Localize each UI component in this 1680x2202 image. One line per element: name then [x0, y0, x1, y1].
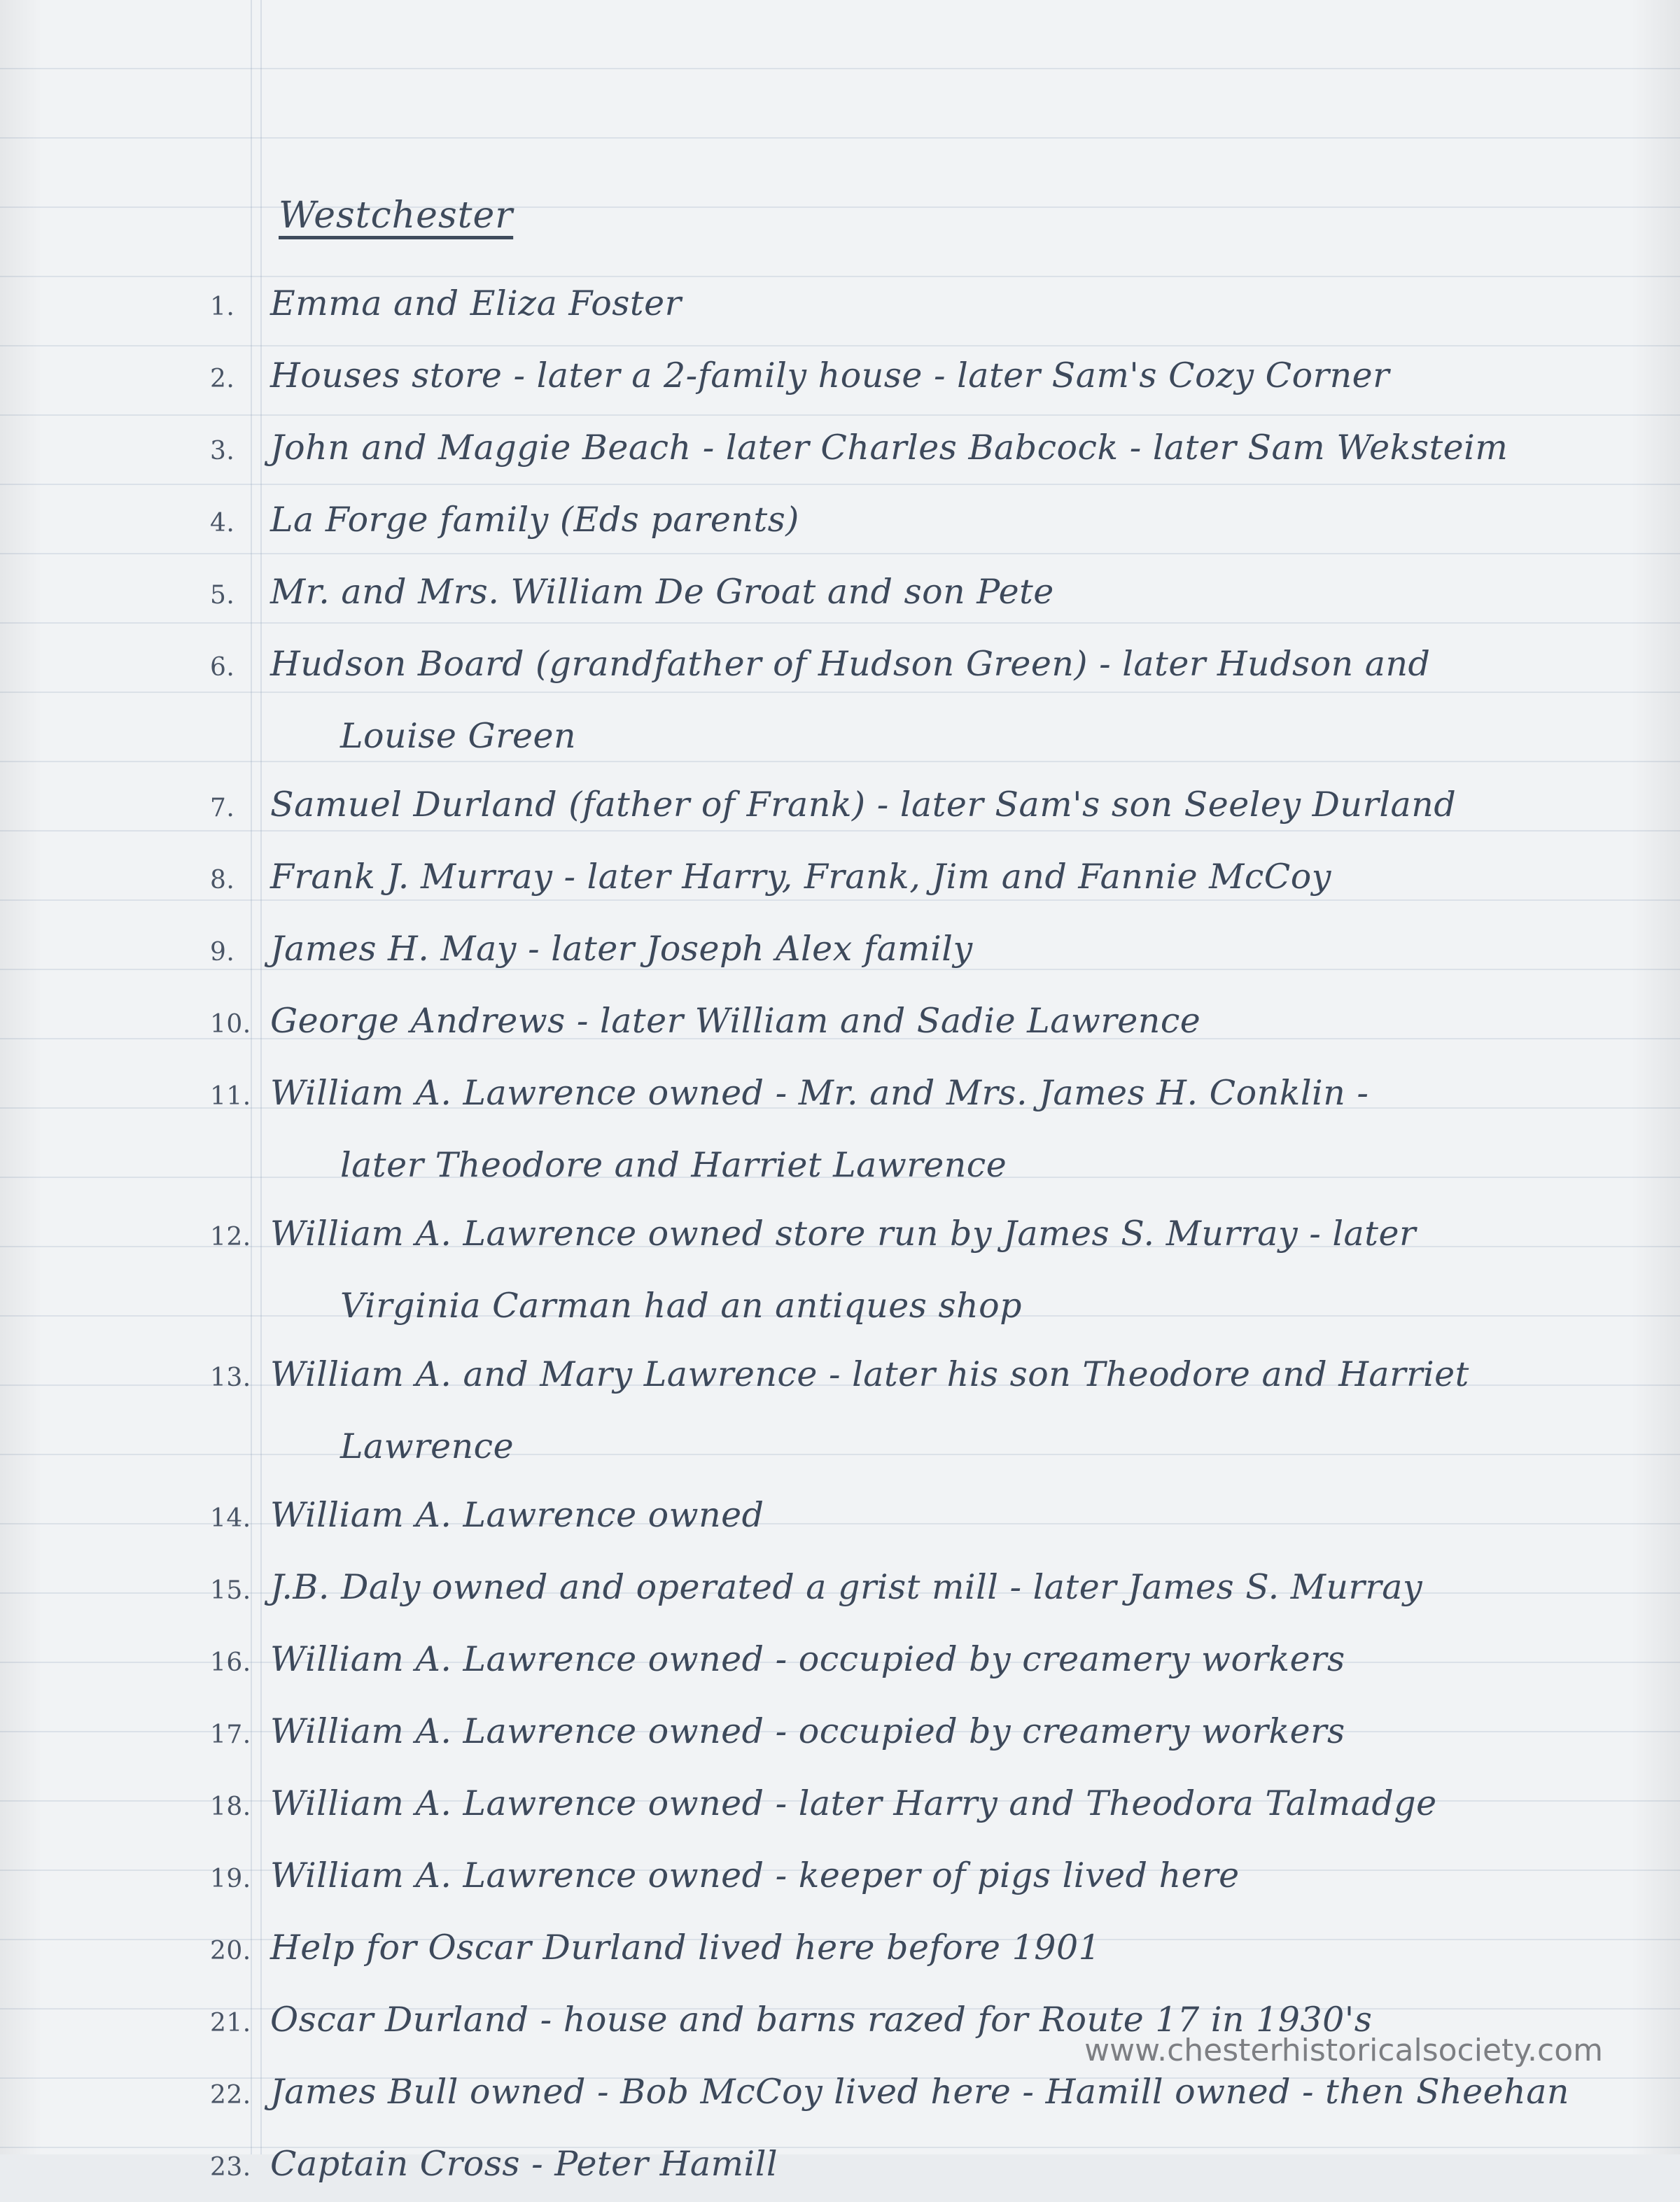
list-item: [210, 1625, 1638, 1697]
entry-number: 18.: [210, 1793, 251, 1821]
list-item: [210, 1481, 1638, 1553]
list-item: [210, 771, 1638, 843]
entry-text: Help for Oscar Durland lived here before 1901: [270, 1928, 1101, 1968]
list-item: [210, 630, 1638, 702]
list-item: [210, 1553, 1638, 1625]
entry-text: Mr. and Mrs. William De Groat and son Pete: [270, 572, 1054, 612]
entry-text: James H. May - later Joseph Alex family: [270, 929, 973, 969]
watermark-url: www.chesterhistoricalsociety.com: [1084, 2033, 1603, 2068]
entry-number: 17.: [210, 1720, 251, 1749]
entry-text: William A. Lawrence owned - Mr. and Mrs. James H. Conklin -: [270, 1073, 1369, 1113]
entry-number: 4.: [210, 509, 235, 538]
entry-number: 23.: [210, 2153, 251, 2182]
entry-number: 16.: [210, 1648, 251, 1677]
entry-text: J.B. Daly owned and operated a grist mill - later James S. Murray: [270, 1567, 1423, 1607]
list-item: [210, 987, 1638, 1059]
entry-text: Louise Green: [340, 716, 577, 756]
entry-number: 13.: [210, 1363, 251, 1392]
entry-text: Houses store - later a 2-family house - later Sam's Cozy Corner: [270, 356, 1390, 395]
entry-text: William A. Lawrence owned - occupied by creamery workers: [270, 1639, 1345, 1679]
entry-text: William A. Lawrence owned - later Harry and Theodora Talmadge: [270, 1783, 1437, 1823]
entry-number: 3.: [210, 437, 235, 465]
entry-number: 14.: [210, 1504, 251, 1533]
list-item: [210, 1340, 1638, 1412]
entry-text: Hudson Board (grandfather of Hudson Green) - later Hudson and: [270, 644, 1431, 684]
entry-number: 12.: [210, 1223, 251, 1251]
list-item: [210, 1059, 1638, 1131]
list-item: [210, 915, 1638, 987]
list-item: [210, 1842, 1638, 1914]
entry-text: William A. Lawrence owned - occupied by creamery workers: [270, 1711, 1345, 1751]
entry-text: William A. Lawrence owned: [270, 1495, 764, 1535]
entry-text: La Forge family (Eds parents): [270, 500, 799, 540]
entry-text: Lawrence: [340, 1426, 514, 1466]
list-item: [210, 558, 1638, 630]
entry-number: 7.: [210, 794, 235, 822]
entry-text: James Bull owned - Bob McCoy lived here - Hamill owned - then Sheehan: [270, 2072, 1569, 2112]
entry-number: 1.: [210, 293, 235, 321]
list-item: [210, 414, 1638, 486]
list-item-continuation: [210, 1131, 1638, 1200]
entry-number: 19.: [210, 1865, 251, 1893]
entry-number: 15.: [210, 1576, 251, 1605]
entry-number: 8.: [210, 866, 235, 895]
list-item: [210, 843, 1638, 915]
entry-number: 5.: [210, 581, 235, 610]
entry-number: 2.: [210, 365, 235, 393]
entry-text: Virginia Carman had an antiques shop: [340, 1286, 1023, 1326]
list-item-continuation: [210, 702, 1638, 771]
list-item: [210, 1769, 1638, 1842]
list-item: [210, 1697, 1638, 1769]
entry-number: 11.: [210, 1082, 251, 1111]
entry-number: 20.: [210, 1937, 251, 1965]
entry-text: William A. and Mary Lawrence - later his son Theodore and Harriet: [270, 1354, 1469, 1394]
list-item: [210, 269, 1638, 342]
list-item-continuation: [210, 1412, 1638, 1481]
entry-text: Captain Cross - Peter Hamill: [270, 2144, 778, 2184]
entry-text: George Andrews - later William and Sadie Lawrence: [270, 1001, 1201, 1041]
list-item: [210, 342, 1638, 414]
entry-text: Emma and Eliza Foster: [270, 283, 682, 323]
entry-number: 21.: [210, 2009, 251, 2038]
entry-number: 6.: [210, 653, 235, 682]
entry-list: [210, 269, 1638, 2202]
entry-text: later Theodore and Harriet Lawrence: [340, 1145, 1007, 1185]
list-item: [210, 2130, 1638, 2202]
entry-text: William A. Lawrence owned - keeper of pigs lived here: [270, 1856, 1240, 1895]
list-item: [210, 2058, 1638, 2130]
entry-text: Frank J. Murray - later Harry, Frank, Jim and Fannie McCoy: [270, 857, 1331, 897]
list-item-continuation: [210, 1272, 1638, 1340]
list-item: [210, 1914, 1638, 1986]
entry-text: Oscar Durland - house and barns razed for Route 17 in 1930's: [270, 2000, 1373, 2040]
entry-text: Samuel Durland (father of Frank) - later Sam's son Seeley Durland: [270, 785, 1457, 825]
entry-number: 22.: [210, 2081, 251, 2110]
list-item: [210, 486, 1638, 558]
entry-text: John and Maggie Beach - later Charles Babcock - later Sam Weksteim: [270, 428, 1508, 468]
list-item: [210, 1200, 1638, 1272]
entry-text: William A. Lawrence owned store run by James S. Murray - later: [270, 1214, 1416, 1254]
page-title: Westchester: [279, 195, 514, 237]
entry-number: 9.: [210, 938, 235, 967]
entry-number: 10.: [210, 1010, 251, 1039]
